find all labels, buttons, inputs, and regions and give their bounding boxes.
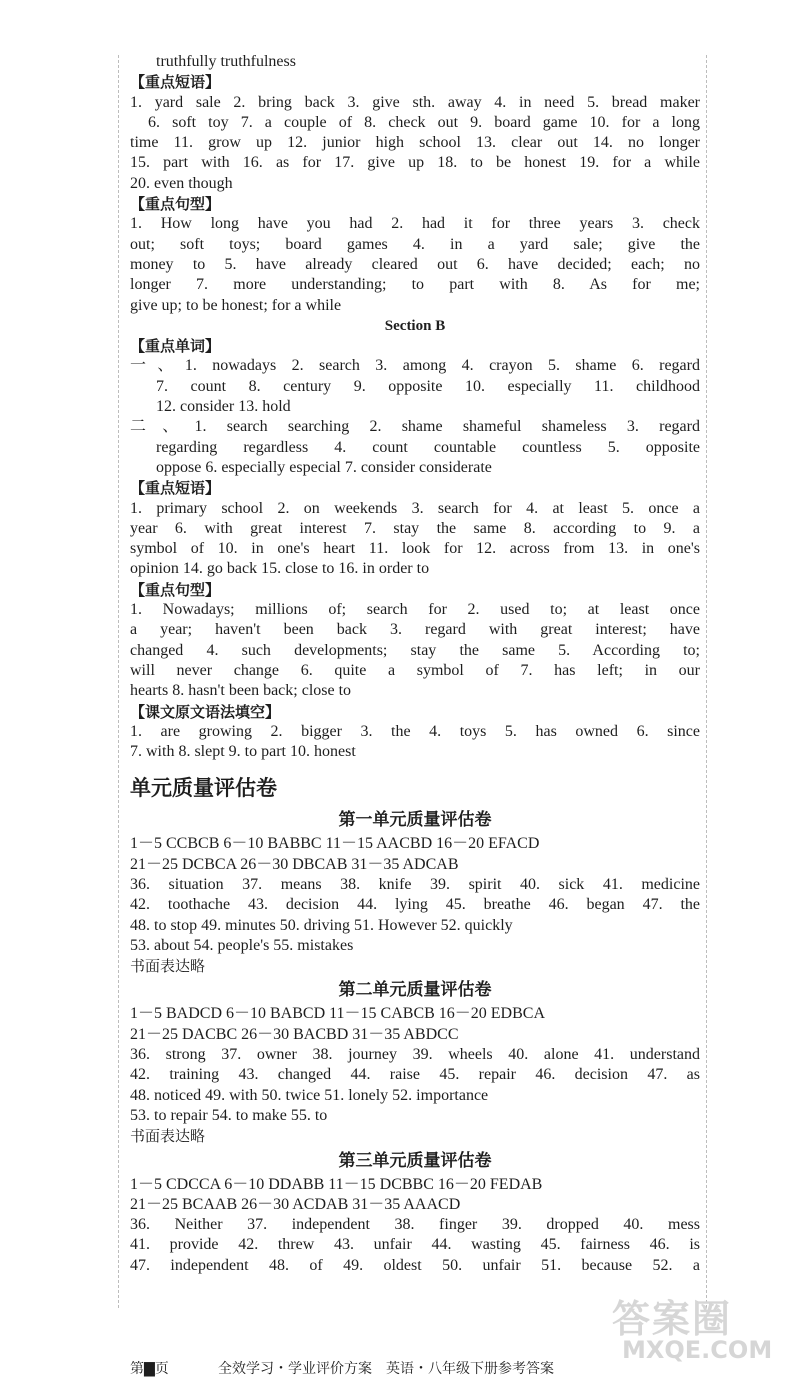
text-line: 21－25 DCBCA 26－30 DBCAB 31－35 ADCAB [130,855,459,873]
watermark-site: MXQE.COM [622,1336,773,1364]
text-line: 一、1. nowadays 2. search 3. among 4. crayon 5. shame 6. regard [130,357,700,375]
section-tag: 【重点单词】 [130,337,221,356]
note-line: 书面表达略 [130,1127,206,1146]
section-tag: 【重点句型】 [130,580,221,599]
section-tag: 【课文原文语法填空】 [130,702,281,721]
text-line: 48. to stop 49. minutes 50. driving 51. However 52. quickly [130,916,513,934]
part-title: 单元质量评估卷 [130,776,277,801]
footer-title: 全效学习・学业评价方案 英语・八年级下册参考答案 [218,1361,554,1377]
text-line: a year; haven't been back 3. regard with great interest; have [130,621,700,639]
text-line: truthfully truthfulness [156,53,296,70]
text-line: 二、1. search searching 2. shame shameful shameless 3. regard [130,418,700,436]
answer-page [130,52,700,1276]
text-line: 15. part with 16. as for 17. give up 18. to be honest 19. for a while [130,154,700,172]
unit-title: 第一单元质量评估卷 [338,810,492,831]
text-line: 20. even though [130,174,233,192]
text-line: give up; to be honest; for a while [130,296,342,314]
text-line: money to 5. have already cleared out 6. have decided; each; no [130,255,700,273]
page-number: 第▇页 [130,1361,169,1377]
text-line: 1－5 BADCD 6－10 BABCD 11－15 CABCB 16－20 EDBCA [130,1005,546,1023]
text-line: symbol of 10. in one's heart 11. look for 12. across from 13. in one's [130,540,700,558]
text-line: 6. soft toy 7. a couple of 8. check out 9. board game 10. for a long [148,113,700,131]
text-line: changed 4. such developments; stay the same 5. According to; [130,641,700,659]
text-line: 1. How long have you had 2. had it for three years 3. check [130,215,700,233]
text-line: 47. independent 48. of 49. oldest 50. unfair 51. because 52. a [130,1256,700,1274]
text-line: 1. yard sale 2. bring back 3. give sth. away 4. in need 5. bread maker [130,93,700,111]
unit-title: 第三单元质量评估卷 [338,1150,492,1171]
text-line: 1. are growing 2. bigger 3. the 4. toys 5. has owned 6. since [130,722,700,740]
section-tag: 【重点短语】 [130,479,221,498]
unit-title: 第二单元质量评估卷 [338,980,492,1001]
text-line: time 11. grow up 12. junior high school 13. clear out 14. no longer [130,134,700,152]
text-line: 21－25 BCAAB 26－30 ACDAB 31－35 AAACD [130,1195,461,1213]
text-line: hearts 8. hasn't been back; close to [130,682,352,700]
text-line: 48. noticed 49. with 50. twice 51. lonely 52. importance [130,1086,489,1104]
text-line: 53. to repair 54. to make 55. to [130,1106,328,1124]
text-line: opinion 14. go back 15. close to 16. in order to [130,560,430,578]
text-line: out; soft toys; board games 4. in a yard sale; give the [130,235,700,253]
section-tag: 【重点句型】 [130,195,221,214]
text-line: 36. strong 37. owner 38. journey 39. wheels 40. alone 41. understand [130,1046,700,1064]
text-line: 1. Nowadays; millions of; search for 2. used to; at least once [130,601,700,619]
text-line: 1－5 CDCCA 6－10 DDABB 11－15 DCBBC 16－20 FEDAB [130,1175,543,1193]
watermark-logo: 答案圈 [612,1297,733,1341]
left-dashed-border [118,55,119,1308]
text-line: 1－5 CCBCB 6－10 BABBC 11－15 AACBD 16－20 EFACD [130,835,540,853]
text-line: 7. count 8. century 9. opposite 10. especially 11. childhood [156,377,700,395]
text-line: 41. provide 42. threw 43. unfair 44. wasting 45. fairness 46. is [130,1236,700,1254]
text-line: 53. about 54. people's 55. mistakes [130,936,354,954]
text-line: 36. Neither 37. independent 38. finger 39. dropped 40. mess [130,1216,700,1234]
text-line: oppose 6. especially especial 7. consider considerate [156,458,492,476]
text-line: 42. toothache 43. decision 44. lying 45. breathe 46. began 47. the [130,896,700,914]
section-heading: Section B [384,317,446,334]
text-line: will never change 6. quite a symbol of 7. has left; in our [130,661,700,679]
text-line: longer 7. more understanding; to part with 8. As for me; [130,276,700,294]
note-line: 书面表达略 [130,957,206,976]
right-dashed-border [706,55,707,1308]
text-line: 1. primary school 2. on weekends 3. search for 4. at least 5. once a [130,499,700,517]
text-line: 12. consider 13. hold [156,398,291,416]
text-line: 7. with 8. slept 9. to part 10. honest [130,743,356,761]
text-line: 21－25 DACBC 26－30 BACBD 31－35 ABDCC [130,1025,459,1043]
text-line: 36. situation 37. means 38. knife 39. spirit 40. sick 41. medicine [130,875,700,893]
section-tag: 【重点短语】 [130,73,221,92]
text-line: 42. training 43. changed 44. raise 45. repair 46. decision 47. as [130,1066,700,1084]
text-line: year 6. with great interest 7. stay the same 8. according to 9. a [130,519,700,537]
text-line: regarding regardless 4. count countable countless 5. opposite [156,438,700,456]
